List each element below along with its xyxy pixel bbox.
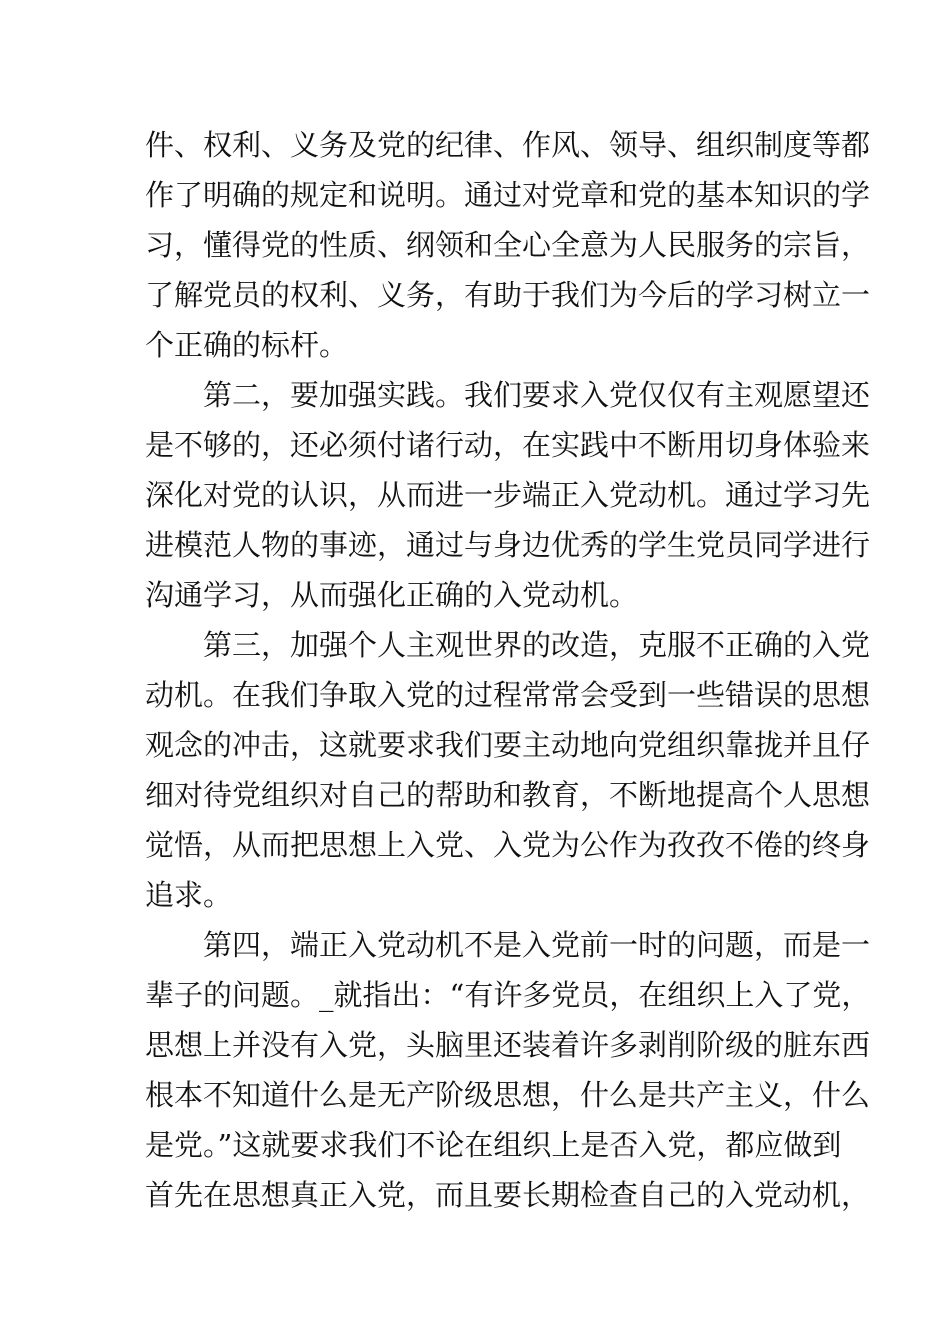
text-line: 件、权利、义务及党的纪律、作风、领导、组织制度等都 (145, 128, 871, 162)
text-line: 细对待党组织对自己的帮助和教育，不断地提高个人思想 (145, 778, 871, 812)
text-line: 是不够的，还必须付诸行动，在实践中不断用切身体验来 (145, 428, 871, 462)
text-line: 习，懂得党的性质、纲领和全心全意为人民服务的宗旨， (145, 228, 871, 262)
text-line: 沟通学习，从而强化正确的入党动机。 (145, 578, 639, 612)
text-line: 首先在思想真正入党，而且要长期检查自己的入党动机， (145, 1178, 871, 1212)
body-text (145, 120, 871, 1220)
text-line: 根本不知道什么是无产阶级思想，什么是共产主义，什么 (145, 1078, 871, 1112)
text-line: 第二，要加强实践。我们要求入党仅仅有主观愿望还 (203, 378, 871, 412)
text-line: 深化对党的认识，从而进一步端正入党动机。通过学习先 (145, 478, 871, 512)
text-line: 观念的冲击，这就要求我们要主动地向党组织靠拢并且仔 (145, 728, 871, 762)
paragraph-3 (145, 620, 871, 920)
text-line: 觉悟，从而把思想上入党、入党为公作为孜孜不倦的终身 (145, 828, 871, 862)
text-line: 进模范人物的事迹，通过与身边优秀的学生党员同学进行 (145, 528, 871, 562)
text-line: 第三，加强个人主观世界的改造，克服不正确的入党 (203, 628, 871, 662)
paragraph-4 (145, 920, 871, 1220)
paragraph-1 (145, 120, 871, 370)
text-line: 了解党员的权利、义务，有助于我们为今后的学习树立一 (145, 278, 871, 312)
text-line: 追求。 (145, 878, 233, 912)
text-line: 第四，端正入党动机不是入党前一时的问题，而是一 (203, 928, 871, 962)
text-line: 作了明确的规定和说明。通过对党章和党的基本知识的学 (145, 178, 871, 212)
text-line: 动机。在我们争取入党的过程常常会受到一些错误的思想 (145, 678, 871, 712)
text-line: 辈子的问题。_就指出：“有许多党员，在组织上入了党， (145, 978, 871, 1012)
text-line: 思想上并没有入党，头脑里还装着许多剥削阶级的脏东西 (145, 1028, 871, 1062)
text-line: 是党。”这就要求我们不论在组织上是否入党，都应做到 (145, 1128, 842, 1162)
paragraph-2 (145, 370, 871, 620)
text-line: 个正确的标杆。 (145, 328, 349, 362)
